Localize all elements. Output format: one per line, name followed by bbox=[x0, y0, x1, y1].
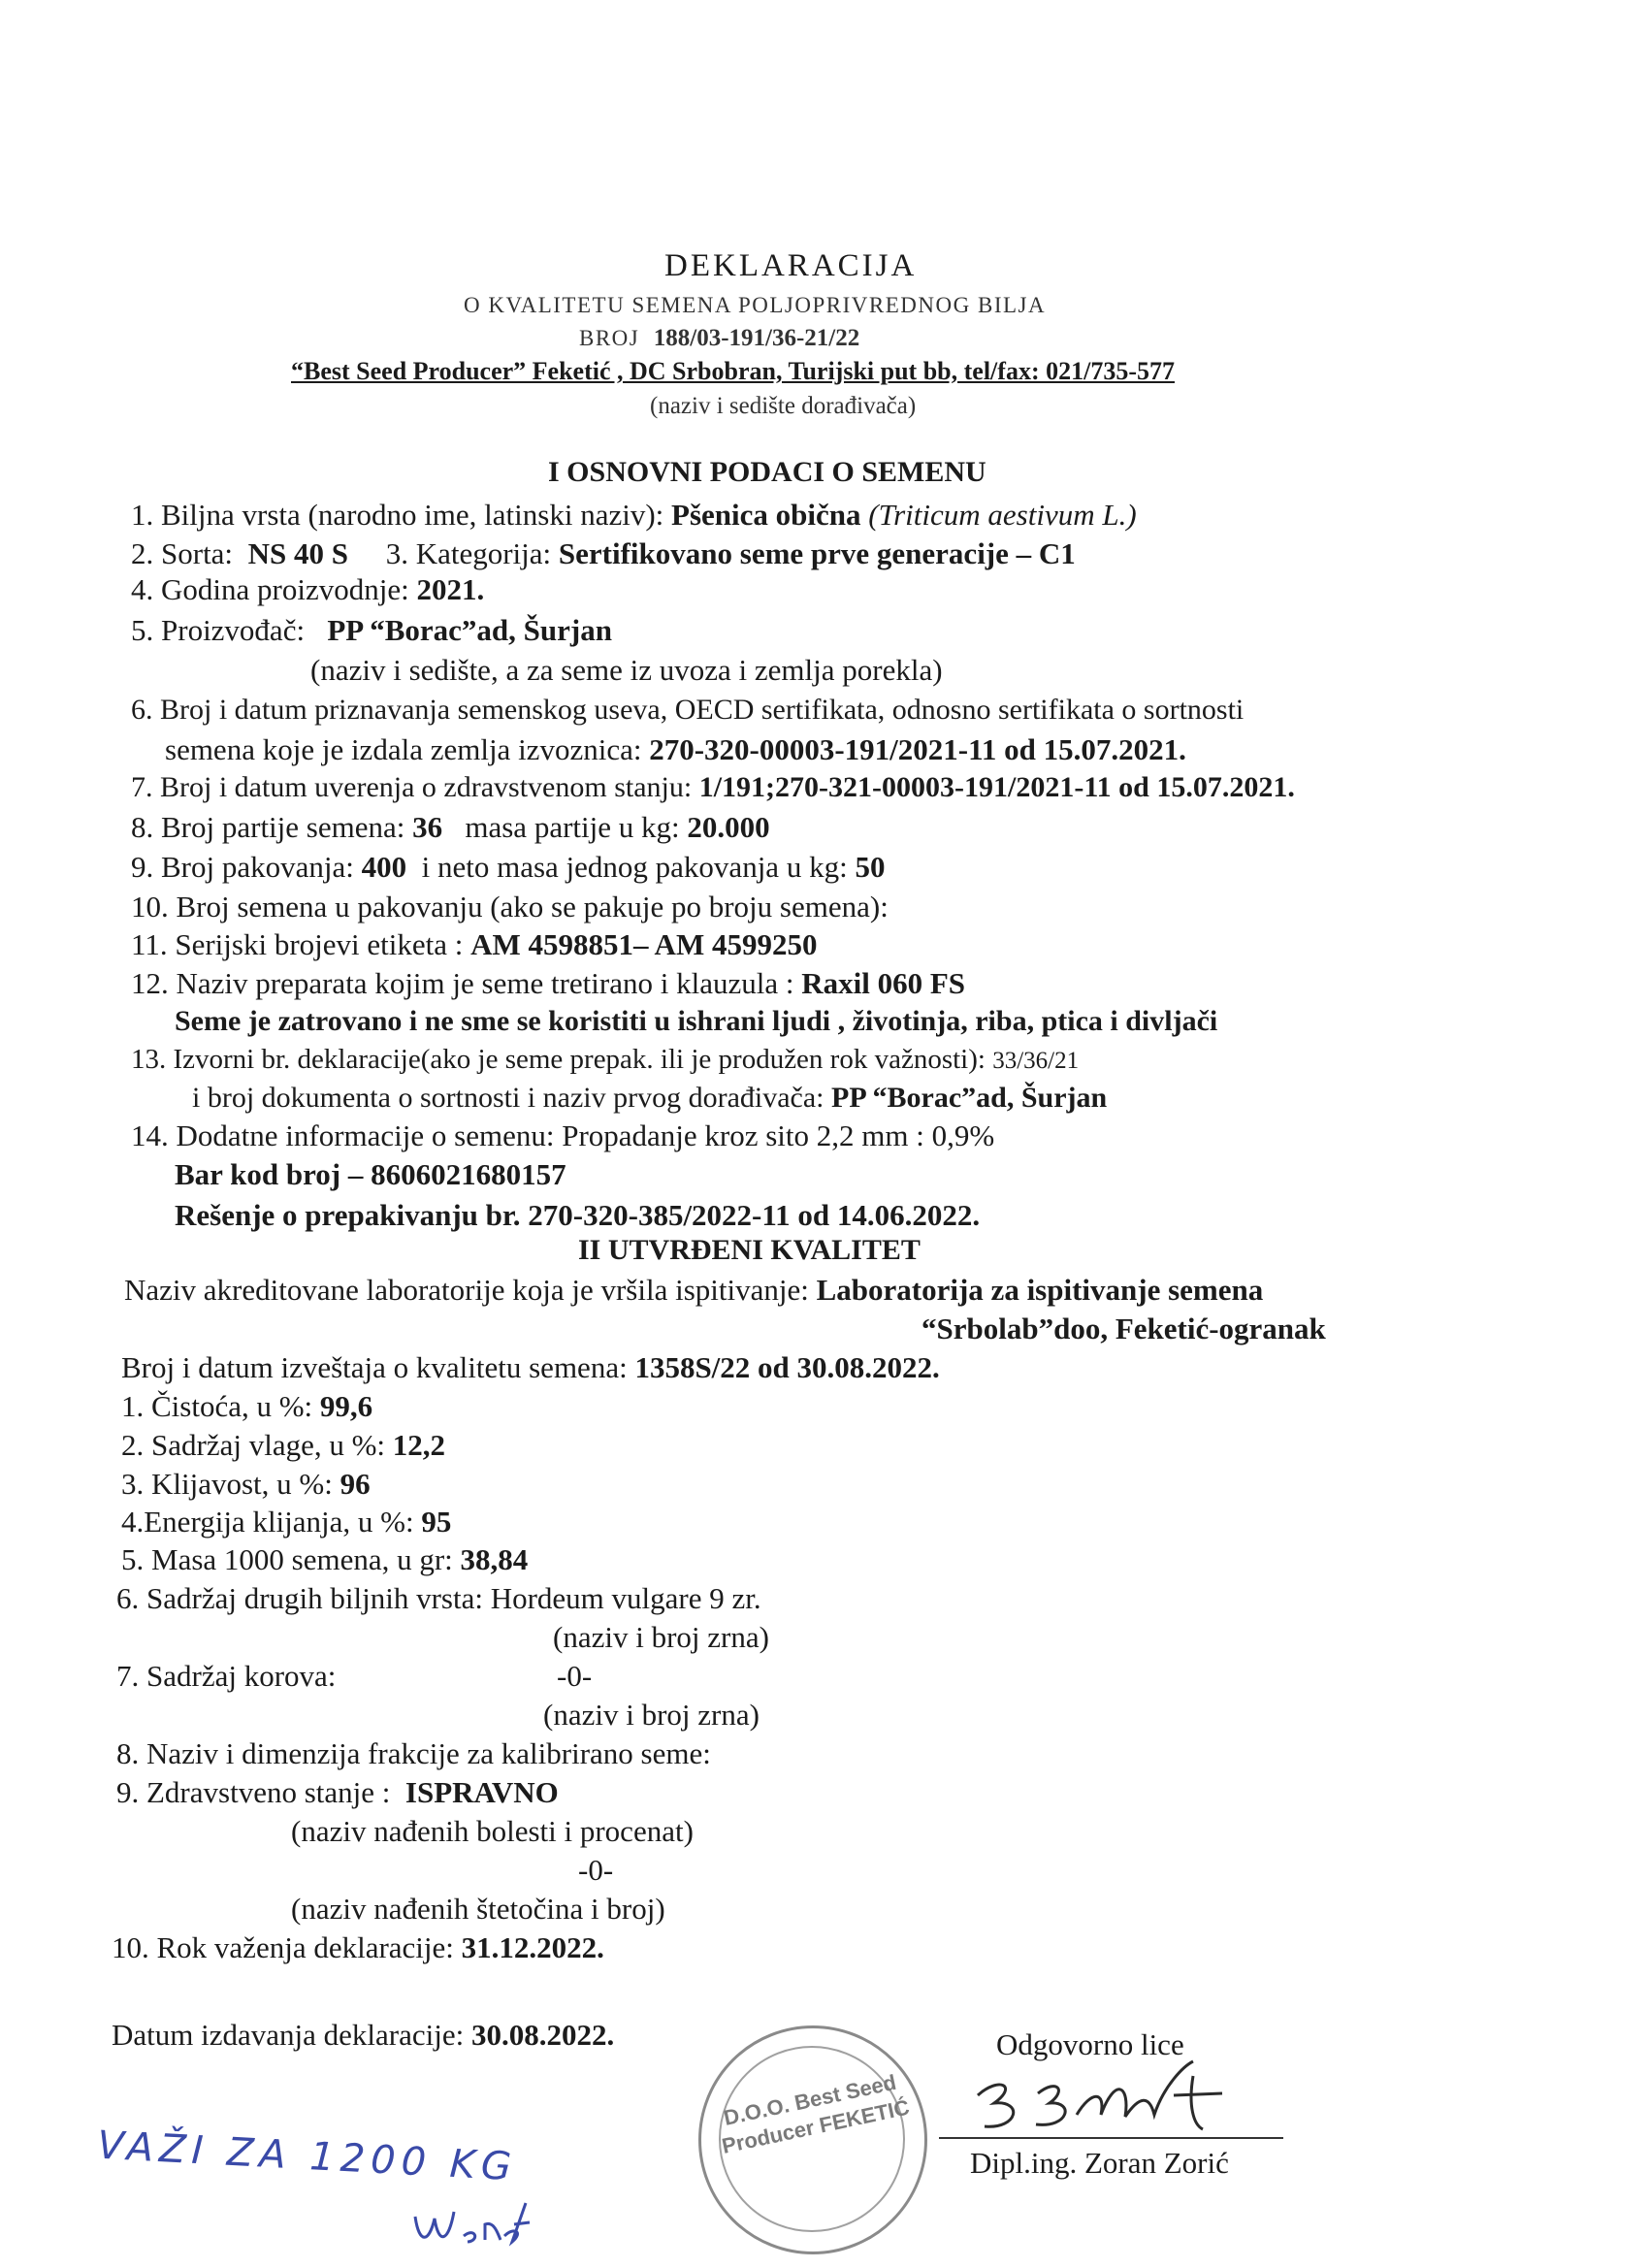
item-recognition-line2: semena koje je izdala zemlja izvoznica: 270-320-00003-191/2021-11 od 15.07.2021. bbox=[165, 732, 1186, 766]
pests-caption: (naziv nađenih štetočina i broj) bbox=[291, 1892, 665, 1926]
pests-value: -0- bbox=[578, 1853, 614, 1887]
lab-name-cont: “Srbolab”doo, Feketić-ogranak bbox=[922, 1312, 1326, 1345]
item-original-declaration: 13. Izvorni br. deklaracije(ako je seme prepak. ili je produžen rok važnosti): 33/36/21 bbox=[131, 1044, 1080, 1075]
item-recognition-line1: 6. Broj i datum priznavanja semenskog useva, OECD sertifikata, odnosno sertifikata o sortnosti bbox=[131, 694, 1245, 726]
item-lot: 8. Broj partije semena: 36 masa partije u kg: 20.000 bbox=[131, 810, 770, 844]
validity-period: 10. Rok važenja deklaracije: 31.12.2022. bbox=[112, 1930, 604, 1964]
item-variety-category: 2. Sorta: NS 40 S 3. Kategorija: Sertifikovano seme prve generacije – C1 bbox=[131, 536, 1076, 570]
signer-name: Dipl.ing. Zoran Zorić bbox=[970, 2146, 1229, 2180]
handwritten-note: VAŽI ZA 1200 KG bbox=[96, 2122, 519, 2190]
quality-moisture: 2. Sadržaj vlage, u %: 12,2 bbox=[121, 1428, 446, 1462]
item-plant-species: 1. Biljna vrsta (narodno ime, latinski naziv): Pšenica obična (Triticum aestivum L.) bbox=[131, 498, 1137, 532]
quality-weeds: 7. Sadržaj korova: bbox=[116, 1659, 337, 1693]
item-serial-numbers: 11. Serijski brojevi etiketa : AM 4598851– AM 4599250 bbox=[131, 927, 818, 961]
company-stamp: D.O.O. Best Seed Producer FEKETIĆ bbox=[698, 2025, 927, 2254]
item-seeds-per-package: 10. Broj semena u pakovanju (ako se pakuje po broju semena): bbox=[131, 890, 889, 923]
issue-date: Datum izdavanja deklaracije: 30.08.2022. bbox=[112, 2018, 615, 2052]
handwritten-initials bbox=[407, 2197, 534, 2255]
weeds-caption: (naziv i broj zrna) bbox=[543, 1698, 760, 1732]
producer-caption: (naziv i sedište, a za seme iz uvoza i zemlja porekla) bbox=[310, 653, 943, 687]
quality-fraction: 8. Naziv i dimenzija frakcije za kalibrirano seme: bbox=[116, 1736, 711, 1770]
item-health-certificate: 7. Broj i datum uverenja o zdravstvenom stanju: 1/191;270-321-00003-191/2021-11 od 15.07.2021. bbox=[131, 771, 1295, 803]
processor-info: “Best Seed Producer” Feketić , DC Srbobran, Turijski put bb, tel/fax: 021/735-577 bbox=[291, 357, 1175, 385]
declaration-number: BROJ 188/03-191/36-21/22 bbox=[579, 325, 860, 351]
quality-health-status: 9. Zdravstveno stanje : ISPRAVNO bbox=[116, 1775, 559, 1809]
processor-caption: (naziv i sedište dorađivača) bbox=[650, 393, 917, 419]
barcode-number: Bar kod broj – 8606021680157 bbox=[175, 1157, 566, 1191]
quality-purity: 1. Čistoća, u %: 99,6 bbox=[121, 1389, 373, 1423]
lab-name: Naziv akreditovane laboratorije koja je vršila ispitivanje: Laboratorija za ispitivanje semena bbox=[124, 1273, 1264, 1307]
section1-title: I OSNOVNI PODACI O SEMENU bbox=[548, 456, 986, 488]
quality-other-species: 6. Sadržaj drugih biljnih vrsta: Hordeum vulgare 9 zr. bbox=[116, 1581, 761, 1615]
repackaging-decision: Rešenje o prepakivanju br. 270-320-385/2022-11 od 14.06.2022. bbox=[175, 1198, 981, 1232]
item-production-year: 4. Godina proizvodnje: 2021. bbox=[131, 572, 485, 606]
diseases-caption: (naziv nađenih bolesti i procenat) bbox=[291, 1814, 694, 1848]
section2-title: II UTVRĐENI KVALITET bbox=[578, 1234, 921, 1266]
quality-thousand-seed-mass: 5. Masa 1000 semena, u gr: 38,84 bbox=[121, 1542, 529, 1576]
signature-line bbox=[939, 2137, 1283, 2139]
item-producer: 5. Proizvođač: PP “Borac”ad, Šurjan bbox=[131, 613, 612, 647]
item-first-processor: i broj dokumenta o sortnosti i naziv prvog dorađivača: PP “Borac”ad, Šurjan bbox=[192, 1082, 1108, 1114]
other-species-caption: (naziv i broj zrna) bbox=[553, 1620, 769, 1654]
item-treatment: 12. Naziv preparata kojim je seme tretirano i klauzula : Raxil 060 FS bbox=[131, 966, 965, 1000]
signature bbox=[960, 2057, 1290, 2144]
responsible-person-label: Odgovorno lice bbox=[996, 2027, 1184, 2061]
quality-germination-energy: 4.Energija klijanja, u %: 95 bbox=[121, 1505, 452, 1539]
report-info: Broj i datum izveštaja o kvalitetu semena: 1358S/22 od 30.08.2022. bbox=[121, 1350, 940, 1384]
document-title: DEKLARACIJA bbox=[664, 248, 918, 283]
weeds-value: -0- bbox=[557, 1659, 593, 1693]
document-subtitle: O KVALITETU SEMENA POLJOPRIVREDNOG BILJA bbox=[464, 293, 1047, 317]
item-additional-info: 14. Dodatne informacije o semenu: Propadanje kroz sito 2,2 mm : 0,9% bbox=[131, 1118, 995, 1152]
item-packages: 9. Broj pakovanja: 400 i neto masa jednog pakovanja u kg: 50 bbox=[131, 850, 886, 884]
quality-germination: 3. Klijavost, u %: 96 bbox=[121, 1467, 371, 1501]
treatment-warning: Seme je zatrovano i ne sme se koristiti u ishrani ljudi , životinja, riba, ptica i divljači bbox=[175, 1005, 1218, 1037]
